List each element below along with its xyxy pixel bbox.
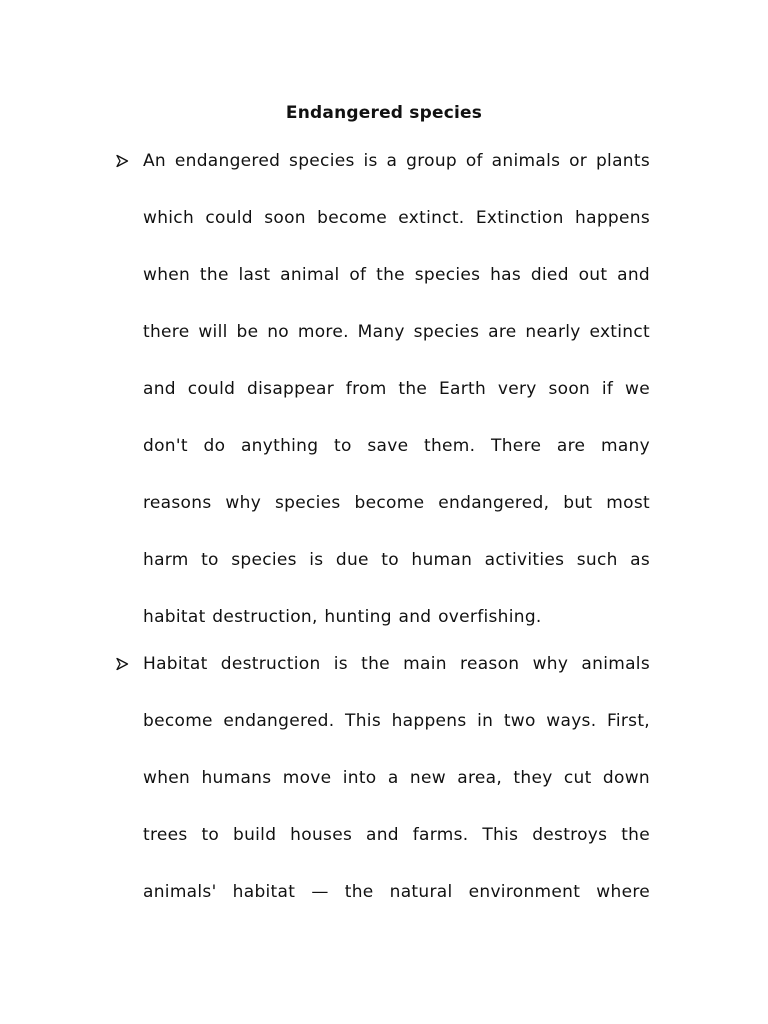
paragraph-line: An endangered species is a group of animals or plants xyxy=(143,151,650,171)
paragraph-line: harm to species is due to human activities such as xyxy=(143,550,650,570)
paragraph-line: when humans move into a new area, they cut down xyxy=(143,768,650,788)
paragraph-line: Habitat destruction is the main reason why animals xyxy=(143,654,650,674)
paragraph-line: animals' habitat — the natural environment where xyxy=(143,882,650,902)
paragraph-line: and could disappear from the Earth very soon if we xyxy=(143,379,650,399)
paragraph-line: there will be no more. Many species are nearly extinct xyxy=(143,322,650,342)
paragraph-line: which could soon become extinct. Extinction happens xyxy=(143,208,650,228)
paragraph-line: when the last animal of the species has died out and xyxy=(143,265,650,285)
document-title: Endangered species xyxy=(285,103,483,123)
arrowhead-bullet-icon xyxy=(114,652,132,676)
paragraph-line: habitat destruction, hunting and overfishing. xyxy=(143,607,542,627)
paragraph-line: become endangered. This happens in two ways. First, xyxy=(143,711,650,731)
paragraph-line: don't do anything to save them. There are many xyxy=(143,436,650,456)
arrowhead-bullet-icon xyxy=(114,149,132,173)
paragraph-line: reasons why species become endangered, but most xyxy=(143,493,650,513)
paragraph-line: trees to build houses and farms. This destroys the xyxy=(143,825,650,845)
